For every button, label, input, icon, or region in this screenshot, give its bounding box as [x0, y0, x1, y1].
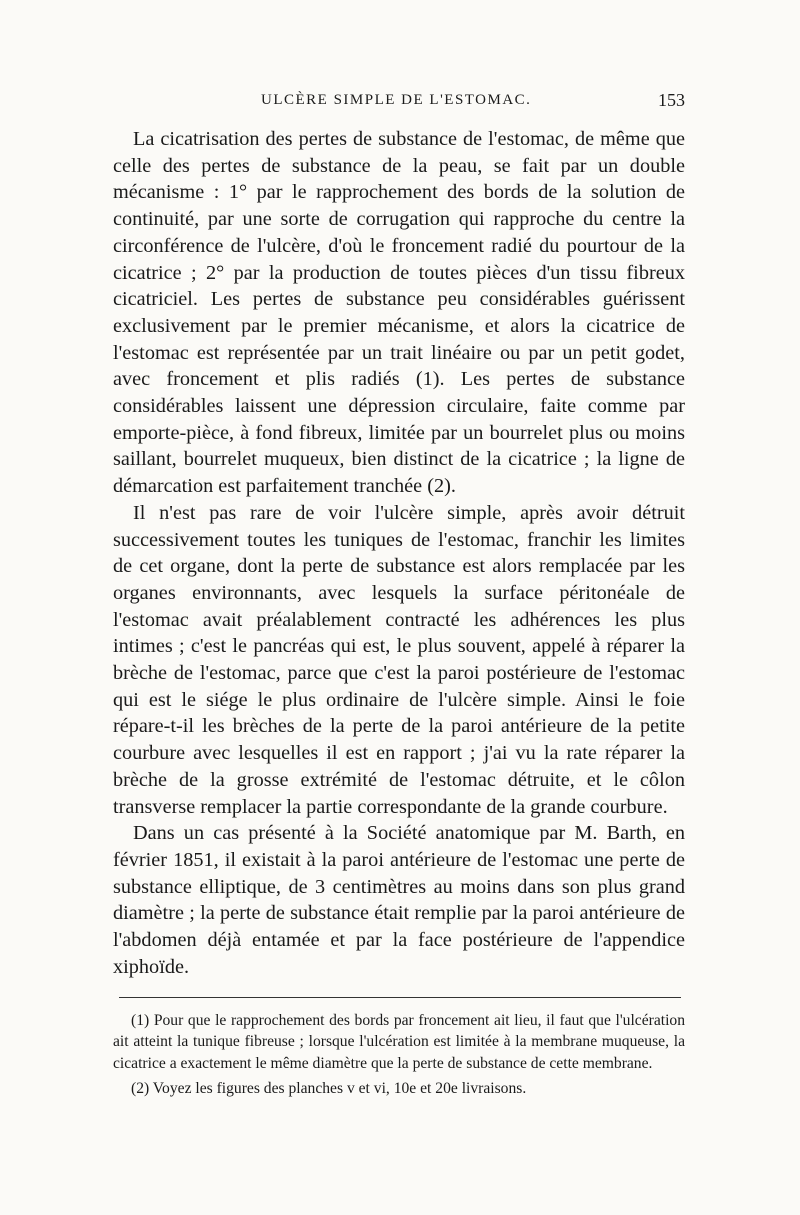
- paragraph-cicatrisation: La cicatrisation des pertes de substance de l'estomac, de même que celle des pertes de substance de la peau, se fait par un double mécanisme : 1° par le rapprochement des bords de la solution de continuité, par une sorte de corrugation qui rapproche du centre la circonférence de l'ulcère, d'où le froncement radié du pourtour de la cicatrice ; 2° par la production de toutes pièces d'un tissu fibreux cicatriciel. Les pertes de substance peu considérables guérissent exclusivement par le premier mécanisme, et alors la cicatrice de l'estomac est représentée par un trait linéaire ou par un petit godet, avec froncement et plis radiés (1). Les pertes de substance considérables laissent une dépression circulaire, faite comme par emporte-pièce, à fond fibreux, limitée par un bourrelet plus ou moins saillant, bourrelet muqueux, bien distinct de la cicatrice ; la ligne de démarcation est parfaitement tranchée (2).: [113, 128, 685, 498]
- paragraph-cas-barth: Dans un cas présenté à la Société anatomique par M. Barth, en février 1851, il existait à la paroi antérieure de l'estomac une perte de substance elliptique, de 3 centimètres au moins dans son plus grand diamètre ; la perte de substance était remplie par la paroi antérieure de l'abdomen déjà entamée et par la face postérieure de l'appendice xiphoïde.: [113, 822, 685, 978]
- running-title: ULCÈRE SIMPLE DE L'ESTOMAC.: [261, 92, 532, 108]
- body-text: [113, 126, 685, 981]
- book-page: [113, 92, 685, 1100]
- footnotes: [113, 1010, 685, 1100]
- paragraph-ulcere-simple: Il n'est pas rare de voir l'ulcère simple, après avoir détruit successivement toutes les tuniques de l'estomac, franchir les limites de cet organe, dont la perte de substance est alors remplacée par les organes environnants, avec lesquels la surface péritonéale de l'estomac avait préalablement contracté les adhérences les plus intimes ; c'est le pancréas qui est, le plus souvent, appelé à réparer la brèche de l'estomac, parce que c'est la paroi postérieure de l'estomac qui est le siége le plus ordinaire de l'ulcère simple. Ainsi le foie répare-t-il les brèches de la perte de la paroi antérieure de la petite courbure avec lesquelles il est en rapport ; j'ai vu la rate réparer la brèche de la grosse extrémité de l'estomac détruite, et le côlon transverse remplacer la partie correspondante de la grande courbure.: [113, 501, 685, 818]
- page-header: [113, 92, 685, 126]
- footnote-divider: [119, 997, 681, 998]
- footnote-2: (2) Voyez les figures des planches v et vi, 10e et 20e livraisons.: [131, 1080, 527, 1097]
- page-number: 153: [658, 90, 685, 110]
- footnote-1: (1) Pour que le rapprochement des bords par froncement ait lieu, il faut que l'ulcération ait atteint la tunique fibreuse ; lorsque l'ulcération est limitée à la membrane muqueuse, la cicatrice a exactement le même diamètre que la perte de substance de cette membrane.: [113, 1011, 685, 1072]
